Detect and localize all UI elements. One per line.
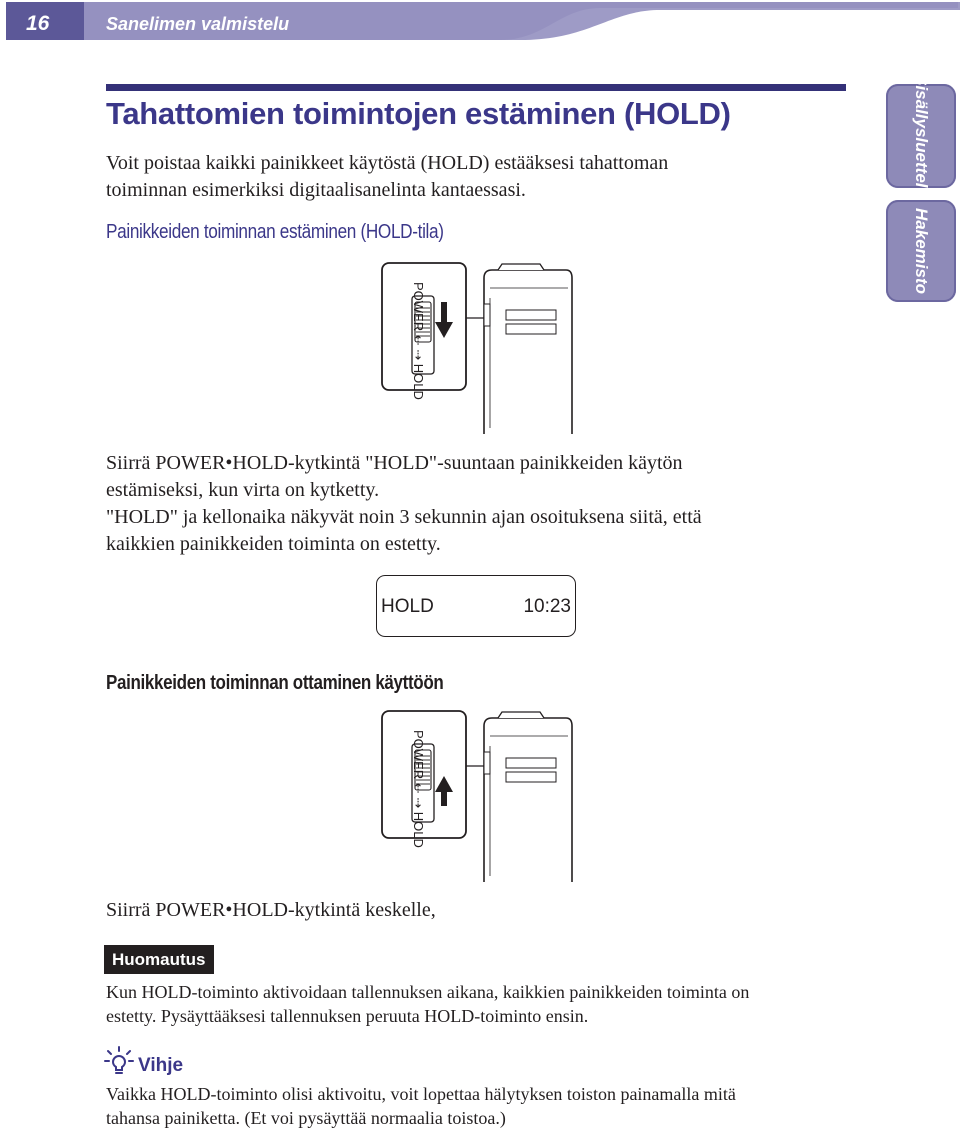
display-clock: 10:23 [523,596,571,617]
note-text [106,980,846,1028]
tip-text [106,1082,846,1130]
release-section-heading: Painikkeiden toiminnan ottaminen käyttöön [106,672,444,694]
release-instructions [106,897,846,924]
hold-section-heading: Painikkeiden toiminnan estäminen (HOLD-tila) [106,221,444,243]
hold-line-4: kaikkien painikkeiden toiminta on estetty. [106,533,441,555]
hold-instructions [106,450,846,558]
release-switch-label: POWER ⇠ ⇢ HOLD [411,730,426,848]
tip-line-2: tahansa painiketta. (Et voi pysäyttää normaalia toistoa.) [106,1108,506,1128]
toc-tab[interactable] [886,74,956,198]
note-label: Huomautus [104,945,214,974]
index-tab-label: Hakemisto [912,208,931,294]
page-number: 16 [26,12,50,35]
index-tab[interactable] [886,200,956,302]
intro-line-1: Voit poistaa kaikki painikkeet käytöstä (HOLD) estääksesi tahattoman [106,152,669,174]
hold-switch-label: POWER ⇠ ⇢ HOLD [411,282,426,400]
release-line: Siirrä POWER•HOLD-kytkintä keskelle, [106,899,436,921]
hold-line-1: Siirrä POWER•HOLD-kytkintä "HOLD"-suuntaan painikkeiden käytön [106,452,683,474]
intro-paragraph [106,150,846,204]
note-line-1: Kun HOLD-toiminto aktivoidaan tallennuksen aikana, kaikkien painikkeiden toiminta on [106,982,750,1002]
hold-line-2: estämiseksi, kun virta on kytketty. [106,479,380,501]
tip-label: Vihje [138,1055,184,1076]
page-title: Tahattomien toimintojen estäminen (HOLD) [106,96,731,131]
tip-line-1: Vaikka HOLD-toiminto olisi aktivoitu, voit lopettaa hälytyksen toiston painamalla mitä [106,1084,736,1104]
section-name: Sanelimen valmistelu [106,14,290,34]
hold-display [376,575,576,637]
intro-line-2: toiminnan esimerkiksi digitaalisanelinta kantaessasi. [106,179,526,201]
title-rule [106,84,846,91]
lightbulb-icon [104,1046,134,1078]
toc-tab-label: Sisällysluettelo [912,74,931,198]
hold-line-3: "HOLD" ja kellonaika näkyvät noin 3 sekunnin ajan osoituksena siitä, että [106,506,702,528]
note-line-2: estetty. Pysäyttääksesi tallennuksen peruuta HOLD-toiminto ensin. [106,1006,589,1026]
display-hold-text: HOLD [381,596,434,617]
